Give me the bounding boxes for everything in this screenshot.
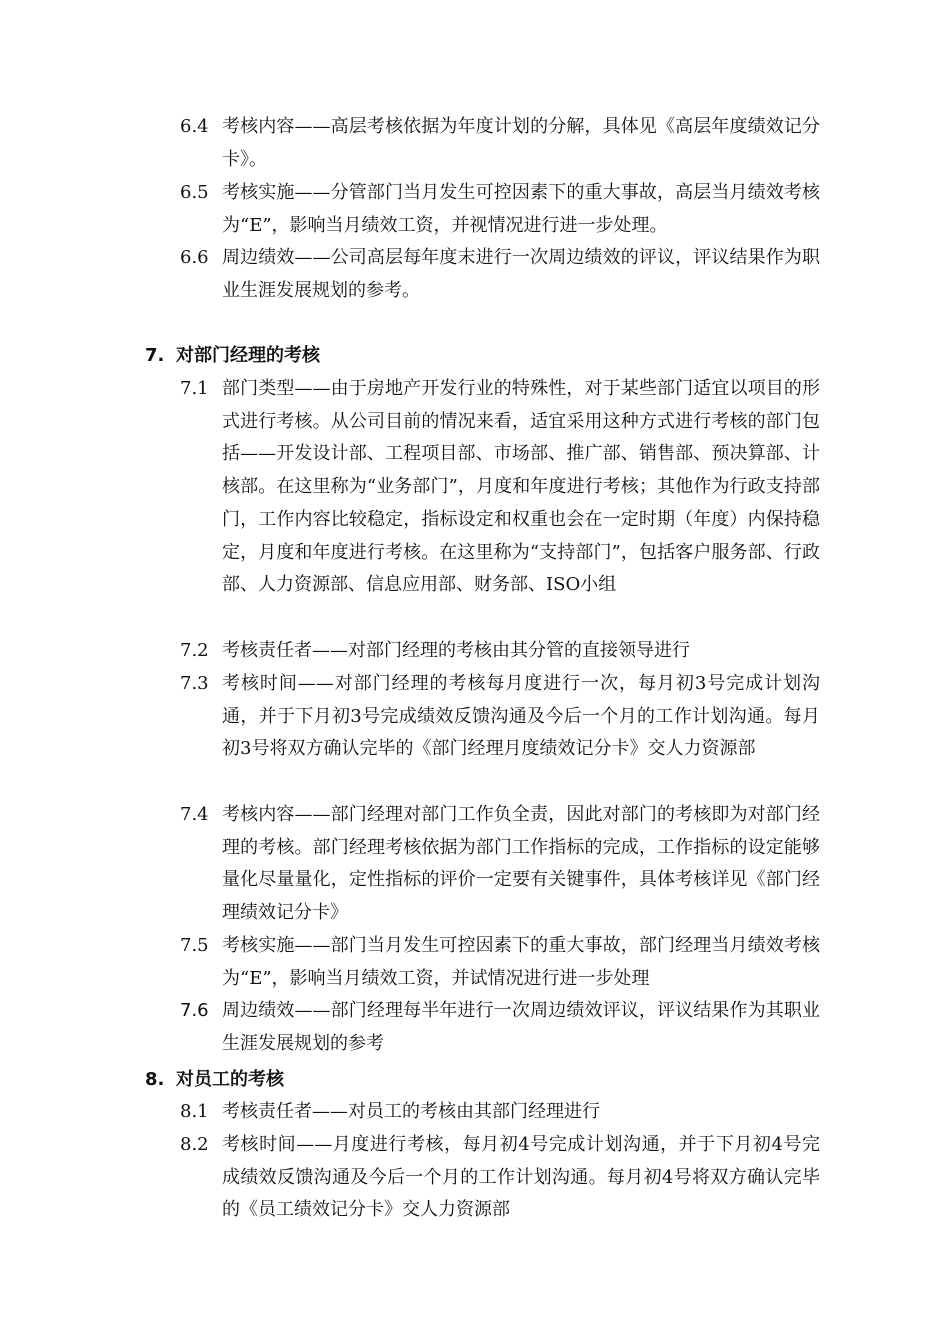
clause-6-5 (180, 177, 820, 242)
clause-7-2 (180, 635, 820, 668)
clause-text: 考核实施——部门当月发生可控因素下的重大事故，部门经理当月绩效考核为“E”，影响当月绩效工资，并试情况进行进一步处理 (222, 935, 820, 989)
clause-text: 考核责任者——对部门经理的考核由其分管的直接领导进行 (222, 640, 690, 661)
clause-number: 7.3 (180, 673, 209, 694)
clause-text: 考核实施——分管部门当月发生可控因素下的重大事故，高层当月绩效考核为“E”，影响当月绩效工资，并视情况进行进一步处理。 (222, 182, 820, 236)
section-title: 对员工的考核 (176, 1069, 284, 1090)
clause-text: 考核时间——对部门经理的考核每月度进行一次，每月初3号完成计划沟通，并于下月初3号完成绩效反馈沟通及今后一个月的工作计划沟通。每月初3号将双方确认完毕的《部门经理月度绩效记分卡》交人力资源部 (222, 673, 820, 760)
section-heading-7 (145, 340, 320, 373)
clause-text: 周边绩效——公司高层每年度末进行一次周边绩效的评议，评议结果作为职业生涯发展规划的参考。 (222, 247, 820, 301)
section-number: 8. (145, 1069, 165, 1090)
clause-6-4 (180, 111, 820, 176)
clause-text: 部门类型——由于房地产开发行业的特殊性，对于某些部门适宜以项目的形式进行考核。从公司目前的情况来看，适宜采用这种方式进行考核的部门包括——开发设计部、工程项目部、市场部、推广部、销售部、预决算部、计核部。在这里称为“业务部门”，月度和年度进行考核；其他作为行政支持部门，工作内容比较稳定，指标设定和权重也会在一定时期（年度）内保持稳定，月度和年度进行考核。在这里称为“支持部门”，包括客户服务部、行政部、人力资源部、信息应用部、财务部、ISO小组 (222, 378, 820, 596)
clause-text: 考核内容——部门经理对部门工作负全责，因此对部门的考核即为对部门经理的考核。部门经理考核依据为部门工作指标的完成，工作指标的设定能够量化尽量量化，定性指标的评价一定要有关键事件，具体考核详见《部门经理绩效记分卡》 (222, 804, 820, 924)
clause-number: 7.5 (180, 935, 209, 956)
clause-number: 7.4 (180, 804, 209, 825)
clause-7-6 (180, 995, 820, 1060)
clause-number: 8.1 (180, 1101, 209, 1122)
clause-number: 7.1 (180, 378, 209, 399)
section-heading-8 (145, 1064, 284, 1097)
clause-text: 周边绩效——部门经理每半年进行一次周边绩效评议，评议结果作为其职业生涯发展规划的参考 (222, 1000, 820, 1054)
section-title: 对部门经理的考核 (176, 345, 320, 366)
clause-number: 8.2 (180, 1134, 209, 1155)
clause-number: 6.6 (180, 247, 209, 268)
clause-7-5 (180, 930, 820, 995)
clause-7-1 (180, 373, 820, 602)
clause-number: 7.2 (180, 640, 209, 661)
clause-text: 考核内容——高层考核依据为年度计划的分解，具体见《高层年度绩效记分卡》。 (222, 116, 820, 170)
clause-number: 7.6 (180, 1000, 209, 1021)
clause-7-3 (180, 668, 820, 766)
clause-number: 6.5 (180, 182, 209, 203)
clause-text: 考核责任者——对员工的考核由其部门经理进行 (222, 1101, 600, 1122)
clause-number: 6.4 (180, 116, 209, 137)
clause-8-2 (180, 1129, 820, 1227)
clause-6-6 (180, 242, 820, 307)
clause-7-4 (180, 799, 820, 930)
clause-8-1 (180, 1096, 820, 1129)
clause-text: 考核时间——月度进行考核，每月初4号完成计划沟通，并于下月初4号完成绩效反馈沟通及今后一个月的工作计划沟通。每月初4号将双方确认完毕的《员工绩效记分卡》交人力资源部 (222, 1134, 820, 1221)
section-number: 7. (145, 345, 165, 366)
